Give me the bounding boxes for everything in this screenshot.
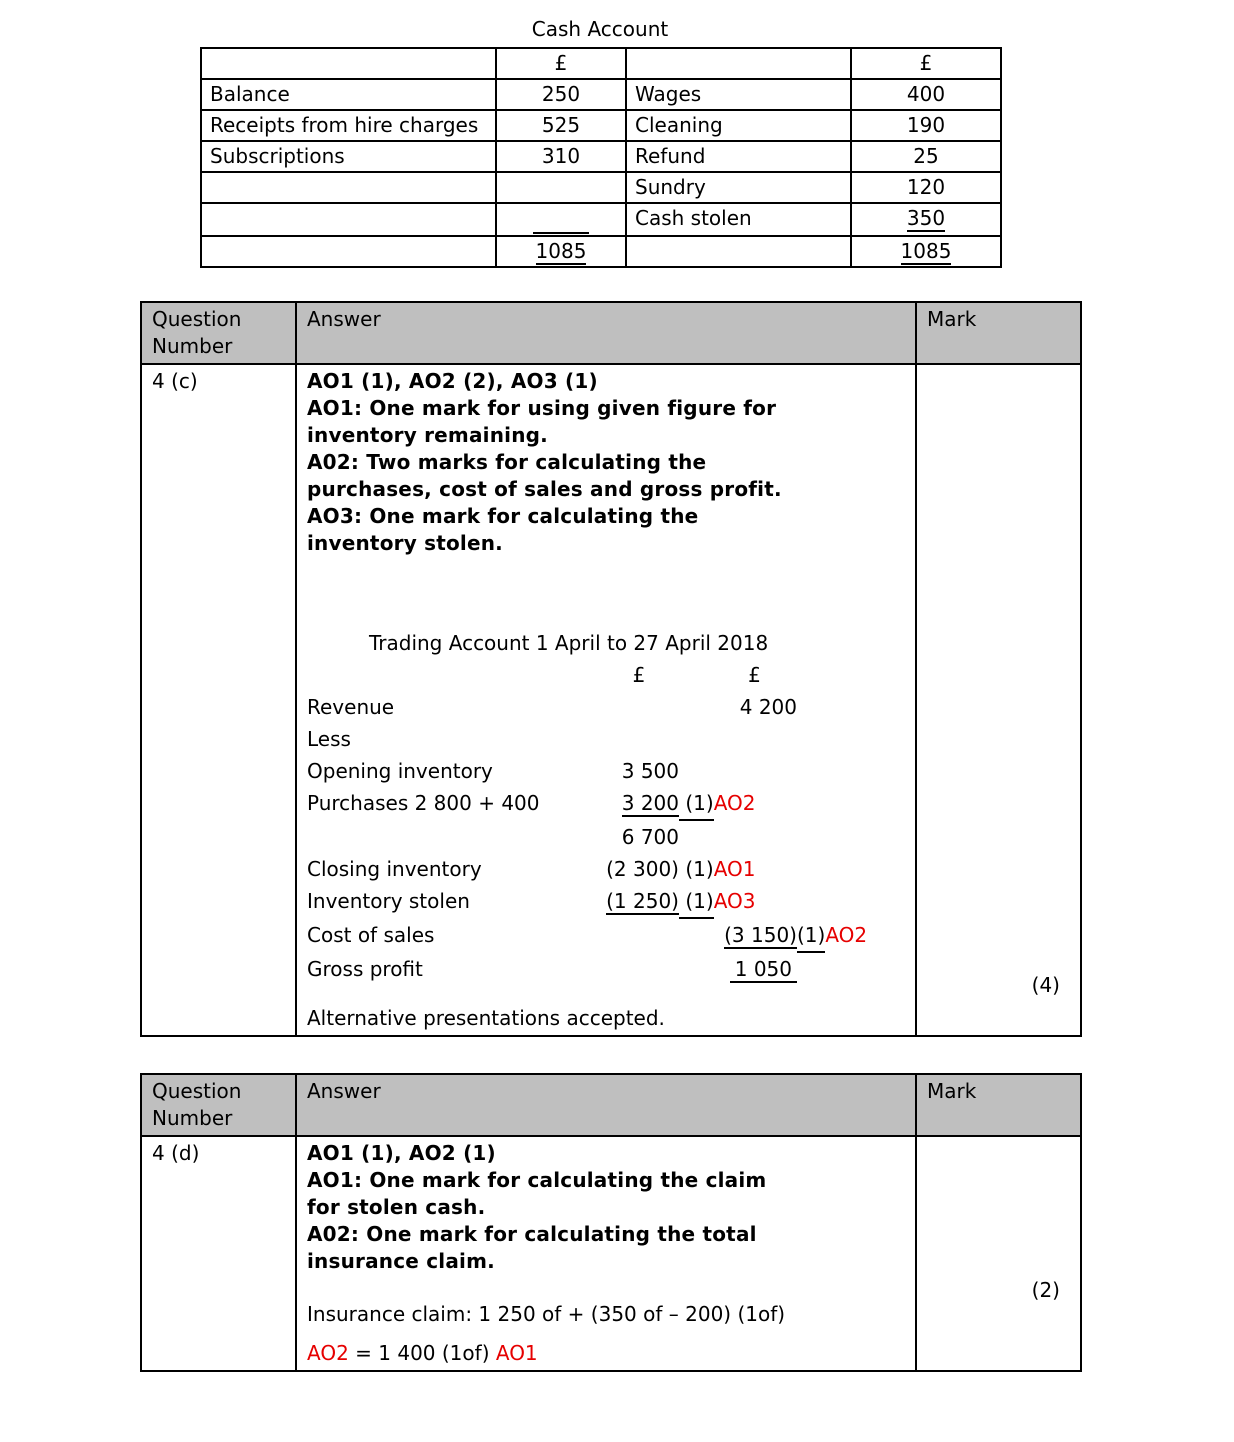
- credit-label-header: [626, 48, 851, 79]
- trading-label: Cost of sales: [307, 923, 435, 947]
- amount: (2 300): [606, 857, 679, 881]
- debit-amount-cell: 250: [496, 79, 626, 110]
- ao-line: inventory remaining.: [307, 423, 548, 447]
- trading-row-inventory-stolen: [307, 885, 905, 919]
- ao-tag: AO2: [825, 923, 868, 947]
- underlined-amount: (3 150): [724, 923, 797, 947]
- debit-label-cell: Subscriptions: [201, 141, 496, 172]
- ms-body-row: [141, 364, 1081, 1036]
- ao-line: AO1: One mark for using given figure for: [307, 396, 777, 420]
- ao-line: for stolen cash.: [307, 1195, 486, 1219]
- ms-header-row: [141, 1074, 1081, 1136]
- mark-point: (1): [679, 787, 714, 821]
- cash-row: [201, 79, 1001, 110]
- credit-currency-header: £: [851, 48, 1001, 79]
- underlined-amount: (1 250): [606, 889, 679, 913]
- cash-account-table: [200, 47, 1002, 268]
- insurance-result-line: [307, 1340, 905, 1367]
- mark-scheme-table-4c: [140, 301, 1082, 1037]
- question-number-header: Question Number: [141, 302, 296, 364]
- mark-point: (1): [797, 919, 825, 953]
- ao-line: insurance claim.: [307, 1249, 495, 1273]
- spacer: [599, 691, 712, 723]
- trading-label: Opening inventory: [307, 759, 493, 783]
- spacer: [679, 659, 712, 691]
- trading-label: Inventory stolen: [307, 889, 470, 913]
- credit-amount-cell: 120: [851, 172, 1001, 203]
- trading-label: [307, 821, 599, 853]
- trading-account-title: Trading Account 1 April to 27 April 2018: [369, 631, 769, 655]
- mark-cell: [916, 1136, 1081, 1371]
- mark-header: Mark: [916, 302, 1081, 364]
- debit-amount-cell: [496, 172, 626, 203]
- question-number-cell: 4 (d): [141, 1136, 296, 1371]
- cash-header-row: [201, 48, 1001, 79]
- credit-amount-cell: 25: [851, 141, 1001, 172]
- mark-value: (4): [1031, 973, 1060, 997]
- ao-tag: AO1: [495, 1341, 538, 1365]
- mark-header: Mark: [916, 1074, 1081, 1136]
- amount: [599, 885, 679, 919]
- credit-label-cell: Refund: [626, 141, 851, 172]
- spacer: [599, 953, 712, 985]
- trading-label: Gross profit: [307, 957, 423, 981]
- ms-body-row: [141, 1136, 1081, 1371]
- credit-label-cell: Cleaning: [626, 110, 851, 141]
- trading-account: [307, 627, 905, 985]
- trading-row-revenue: [307, 691, 905, 723]
- ao-summary: AO1 (1), AO2 (2), AO3 (1): [307, 369, 598, 393]
- trading-label: Closing inventory: [307, 857, 482, 881]
- currency-col2: £: [748, 663, 761, 687]
- answer-cell: [296, 364, 916, 1036]
- debit-label-header: [201, 48, 496, 79]
- trading-currency-row: [307, 659, 905, 691]
- credit-label-cell: Sundry: [626, 172, 851, 203]
- cash-row: [201, 110, 1001, 141]
- question-number-header: Question Number: [141, 1074, 296, 1136]
- ao-line: purchases, cost of sales and gross profit.: [307, 477, 782, 501]
- credit-total-cell: [851, 236, 1001, 267]
- trading-row-gross-profit: [307, 953, 905, 985]
- ao-tag: AO1: [713, 857, 756, 881]
- amount: [712, 953, 797, 985]
- cash-row: [201, 172, 1001, 203]
- credit-label-cell: [626, 236, 851, 267]
- debit-label-cell: [201, 203, 496, 236]
- trading-label: [307, 659, 599, 691]
- question-number-cell: 4 (c): [141, 364, 296, 1036]
- amount: 3 500: [621, 759, 679, 783]
- credit-amount-cell: [851, 203, 1001, 236]
- ao-line: AO1: One mark for calculating the claim: [307, 1168, 767, 1192]
- amount: [712, 919, 797, 953]
- trading-row-closing-inventory: [307, 853, 905, 885]
- amount: 6 700: [621, 825, 679, 849]
- trading-row-cost-of-sales: [307, 919, 905, 953]
- debit-amount-cell: 525: [496, 110, 626, 141]
- answer-cell: [296, 1136, 916, 1371]
- debit-label-cell: Balance: [201, 79, 496, 110]
- ao-tag: AO2: [307, 1341, 349, 1365]
- debit-amount-cell: [496, 203, 626, 236]
- trading-row-purchases: [307, 787, 905, 821]
- trading-label: Less: [307, 727, 351, 751]
- mark-value: (2): [1031, 1278, 1060, 1302]
- credit-label-cell: Cash stolen: [626, 203, 851, 236]
- debit-amount-cell: 310: [496, 141, 626, 172]
- debit-currency-header: £: [496, 48, 626, 79]
- answer-header: Answer: [296, 1074, 916, 1136]
- underlined-amount: 1 050: [730, 957, 797, 983]
- ao-summary: AO1 (1), AO2 (1): [307, 1141, 496, 1165]
- credit-label-cell: Wages: [626, 79, 851, 110]
- cash-row: [201, 203, 1001, 236]
- credit-amount-cell: 190: [851, 110, 1001, 141]
- mark-scheme-table-4d: [140, 1073, 1082, 1372]
- debit-label-cell: [201, 236, 496, 267]
- ao-line: inventory stolen.: [307, 531, 503, 555]
- underlined-amount: 350: [906, 206, 946, 230]
- mark-point: (1): [679, 885, 714, 919]
- ao-tag: AO2: [713, 791, 756, 815]
- trading-label: Purchases 2 800 + 400: [307, 791, 540, 815]
- cash-row: [201, 141, 1001, 172]
- credit-amount-cell: 400: [851, 79, 1001, 110]
- ao-tag: AO3: [713, 889, 756, 913]
- currency-col1: £: [632, 663, 646, 687]
- insurance-claim-line: Insurance claim: 1 250 of + (350 of – 200) (1of): [307, 1302, 786, 1326]
- amount: 4 200: [739, 695, 797, 719]
- mark-point: (1): [679, 857, 714, 881]
- debit-label-cell: [201, 172, 496, 203]
- trading-row-less: [307, 723, 905, 755]
- ao-line: A02: One mark for calculating the total: [307, 1222, 757, 1246]
- debit-label-cell: Receipts from hire charges: [201, 110, 496, 141]
- debit-total-cell: [496, 236, 626, 267]
- ms-header-row: [141, 302, 1081, 364]
- mark-cell: [916, 364, 1081, 1036]
- answer-header: Answer: [296, 302, 916, 364]
- trading-row-subtotal: [307, 821, 905, 853]
- cash-account-title: Cash Account: [531, 17, 669, 41]
- ao-line: A02: Two marks for calculating the: [307, 450, 707, 474]
- spacer: [599, 919, 712, 953]
- credit-total: 1085: [900, 239, 952, 263]
- amount: [599, 787, 679, 821]
- result-value: = 1 400 (1of): [348, 1341, 496, 1365]
- total-rule-line: [533, 205, 589, 234]
- trading-label: Revenue: [307, 695, 395, 719]
- ao-line: AO3: One mark for calculating the: [307, 504, 699, 528]
- trading-row-opening-inventory: [307, 755, 905, 787]
- alternative-note: Alternative presentations accepted.: [307, 1006, 665, 1030]
- debit-total: 1085: [535, 239, 587, 263]
- cash-account-section: [200, 16, 1000, 268]
- underlined-amount: 3 200: [621, 791, 679, 815]
- cash-total-row: [201, 236, 1001, 267]
